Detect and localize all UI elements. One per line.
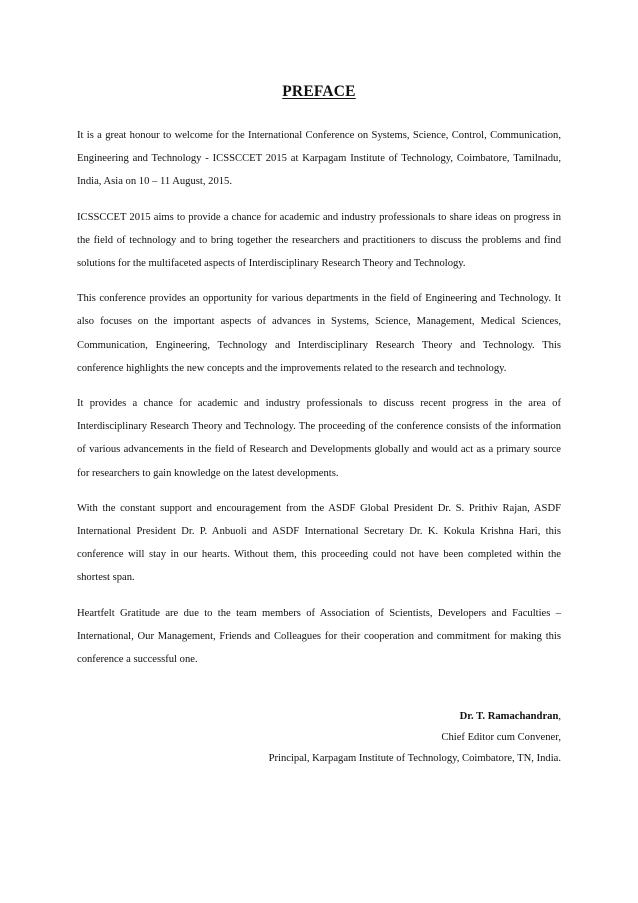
paragraph-gratitude: Heartfelt Gratitude are due to the team members of Association of Scientists, Developers and Faculties – International, Our Management, Friends and Colleagues for their cooperation and commitment for making this conference a successful one.	[77, 607, 561, 666]
paragraph-chance: It provides a chance for academic and industry professionals to discuss recent progress in the area of Interdisciplinary Research Theory and Technology. The proceeding of the conference consists of the information of various advancements in the field of Research and Developments globally and would act as a primary source for researchers to gain knowledge on the latest developments.	[77, 398, 561, 479]
signature-affiliation: Principal, Karpagam Institute of Technology, Coimbatore, TN, India.	[268, 753, 561, 764]
signature-role: Chief Editor cum Convener,	[441, 732, 561, 743]
page-title: PREFACE	[282, 83, 356, 100]
signature-block	[269, 706, 561, 769]
paragraph-opportunity: This conference provides an opportunity for various departments in the field of Engineering and Technology. It also focuses on the important aspects of advances in Systems, Science, Management, Medical Sciences, Communication, Engineering, Technology and Interdisciplinary Research Theory and Technology. This conference highlights the new concepts and the improvements related to the research and technology.	[77, 293, 561, 374]
signature-name-line	[269, 706, 561, 727]
paragraph-aims: ICSSCCET 2015 aims to provide a chance for academic and industry professionals to share ideas on progress in the field of technology and to bring together the researchers and practitioners to discuss the problems and find solutions for the multifaceted aspects of Interdisciplinary Research Theory and Technology.	[77, 211, 561, 270]
paragraph-support: With the constant support and encouragement from the ASDF Global President Dr. S. Prithiv Rajan, ASDF International President Dr. P. Anbuoli and ASDF International Secretary Dr. K. Kokula Krishna Hari, this conference will stay in our hearts. Without them, this proceeding could not have been completed within the shortest span.	[77, 502, 561, 584]
signature-name: Dr. T. Ramachandran	[459, 711, 559, 722]
paragraph-welcome: It is a great honour to welcome for the International Conference on Systems, Science, Control, Communication, Engineering and Technology - ICSSCCET 2015 at Karpagam Institute of Technology, Coimbatore, Tamilnadu, India, Asia on 10 – 11 August, 2015.	[77, 130, 561, 188]
signature-name-suffix: ,	[558, 711, 561, 722]
preface-body	[77, 124, 561, 683]
